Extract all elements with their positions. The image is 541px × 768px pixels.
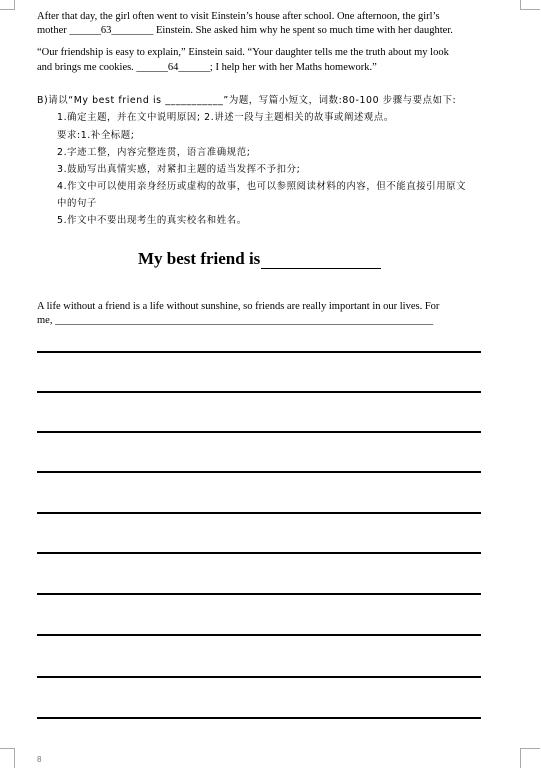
writing-line[interactable]	[37, 634, 481, 636]
essay-title-text: My best friend is	[138, 249, 261, 268]
crop-mark-top-left	[0, 0, 34, 10]
step-1: 1.确定主题，并在文中说明原因; 2.讲述一段与主题相关的故事或阐述观点。	[57, 112, 394, 123]
essay-intro-line-2: me, ________________________________________________________________________	[37, 315, 434, 326]
requirement-4-cont: 中的句子	[57, 198, 97, 209]
passage-line-2: mother ______63________ Einstein. She asked him why he spent so much time with her daughter.	[37, 25, 453, 36]
writing-line[interactable]	[37, 391, 481, 393]
requirement-1: 要求:1.补全标题;	[57, 130, 135, 141]
requirement-5: 5.作文中不要出现考生的真实校名和姓名。	[57, 215, 247, 226]
title-blank[interactable]	[261, 252, 381, 269]
essay-title	[138, 249, 381, 269]
writing-line[interactable]	[37, 676, 481, 678]
crop-mark-top-right	[505, 0, 541, 10]
writing-line[interactable]	[37, 512, 481, 514]
crop-mark-bottom-left	[0, 748, 34, 768]
essay-intro-line-1: A life without a friend is a life without sunshine, so friends are really important in our lives. For	[37, 301, 440, 312]
passage-line-3: “Our friendship is easy to explain,” Einstein said. “Your daughter tells me the truth about my look	[37, 47, 449, 58]
writing-line[interactable]	[37, 471, 481, 473]
requirement-2: 2.字迹工整，内容完整连贯，语言准确规范;	[57, 147, 251, 158]
crop-mark-bottom-right	[505, 748, 541, 768]
passage-line-1: After that day, the girl often went to visit Einstein’s house after school. One afternoon, the girl’s	[37, 11, 440, 22]
writing-line[interactable]	[37, 593, 481, 595]
requirement-3: 3.鼓励写出真情实感，对紧扣主题的适当发挥不予扣分;	[57, 164, 301, 175]
writing-line[interactable]	[37, 717, 481, 719]
task-heading: B)请以“My best friend is ___________”为题，写篇小短文，词数:80-100 步骤与要点如下:	[37, 95, 457, 106]
writing-line[interactable]	[37, 552, 481, 554]
passage-line-4: and brings me cookies. ______64______; I help her with her Maths homework.”	[37, 62, 377, 73]
requirement-4: 4.作文中可以使用亲身经历或虚构的故事，也可以参照阅读材料的内容，但不能直接引用原文	[57, 181, 467, 192]
page-number: 8	[37, 755, 42, 764]
writing-line[interactable]	[37, 351, 481, 353]
writing-line[interactable]	[37, 431, 481, 433]
